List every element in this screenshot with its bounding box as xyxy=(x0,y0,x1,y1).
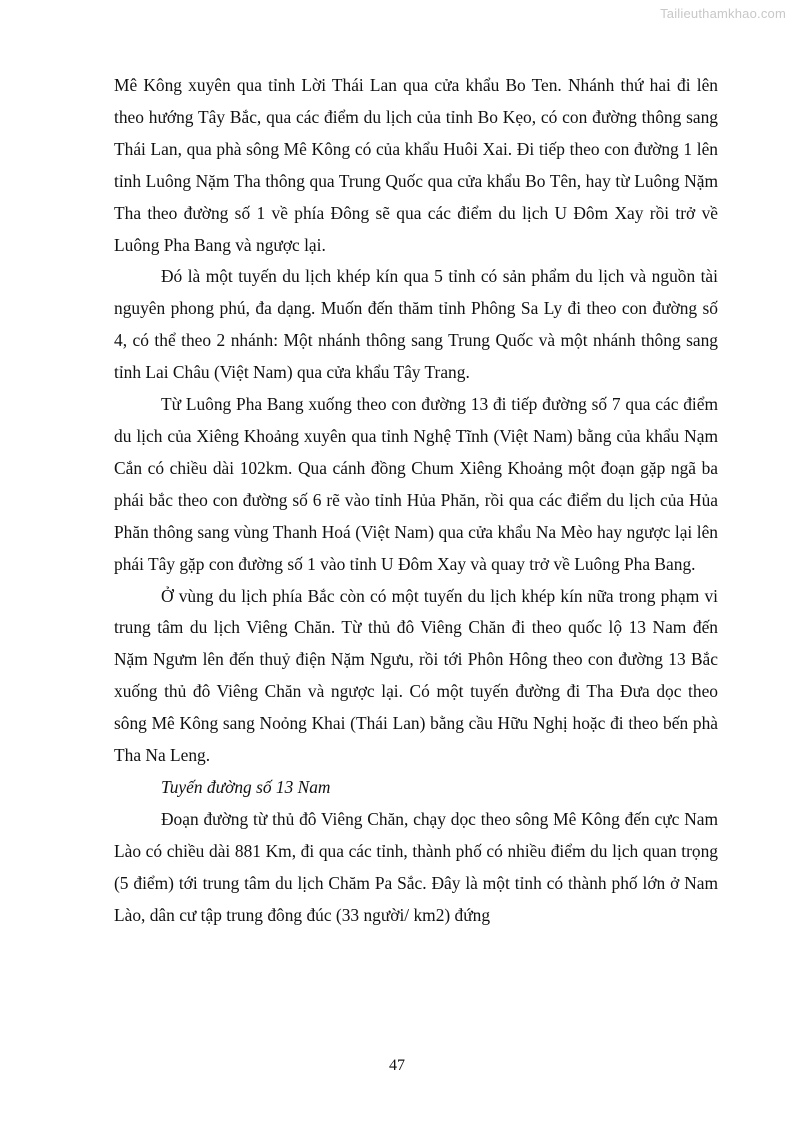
paragraph: Ở vùng du lịch phía Bắc còn có một tuyến du lịch khép kín nữa trong phạm vi trung tâm du lịch Viêng Chăn. Từ thủ đô Viêng Chăn đi theo quốc lộ 13 Nam đến Nặm Ngưm lên đến thuỷ điện Nặm Ngưu, rồi tới Phôn Hông theo con đường 13 Bắc xuống thủ đô Viêng Chăn và ngược lại. Có một tuyến đường đi Tha Đưa dọc theo sông Mê Kông sang Noỏng Khai (Thái Lan) bằng cầu Hữu Nghị hoặc đi theo bến phà Tha Na Leng. xyxy=(114,585,718,766)
paragraph: Đó là một tuyến du lịch khép kín qua 5 tỉnh có sản phẩm du lịch và nguồn tài nguyên phong phú, đa dạng. Muốn đến thăm tỉnh Phông Sa Ly đi theo con đường số 4, có thể theo 2 nhánh: Một nhánh thông sang Trung Quốc và một nhánh thông sang tỉnh Lai Châu (Việt Nam) qua cửa khẩu Tây Trang. xyxy=(114,266,718,383)
paragraph-continued: Mê Kông xuyên qua tỉnh Lời Thái Lan qua cửa khẩu Bo Ten. Nhánh thứ hai đi lên theo hướng Tây Bắc, qua các điểm du lịch của tỉnh Bo Kẹo, có con đường thông sang Thái Lan, qua phà sông Mê Kông có của khẩu Huôi Xai. Đi tiếp theo con đường 1 lên tỉnh Luông Nặm Tha thông qua Trung Quốc qua cửa khẩu Bo Tên, hay từ Luông Nặm Tha theo đường số 1 về phía Đông sẽ qua các điểm du lịch U Đôm Xay rồi trở về Luông Pha Bang và ngược lại. xyxy=(114,75,718,255)
section-subheading: Tuyến đường số 13 Nam xyxy=(161,776,331,797)
paragraph: Đoạn đường từ thủ đô Viêng Chăn, chạy dọc theo sông Mê Kông đến cực Nam Lào có chiều dài 881 Km, đi qua các tỉnh, thành phố có nhiều điểm du lịch quan trọng (5 điểm) tới trung tâm du lịch Chăm Pa Sắc. Đây là một tỉnh có thành phố lớn ở Nam Lào, dân cư tập trung đông đúc (33 người/ km2) đứng xyxy=(114,808,718,925)
page-number: 47 xyxy=(389,1057,405,1074)
page-content xyxy=(114,70,718,931)
paragraph: Từ Luông Pha Bang xuống theo con đường 13 đi tiếp đường số 7 qua các điểm du lịch của Xiêng Khoảng xuyên qua tỉnh Nghệ Tĩnh (Việt Nam) bằng của khẩu Nạm Cắn có chiều dài 102km. Qua cánh đồng Chum Xiêng Khoảng một đoạn gặp ngã ba phái bắc theo con đường số 6 rẽ vào tỉnh Hủa Phăn, rồi qua các điểm du lịch của Hủa Phăn thông sang vùng Thanh Hoá (Việt Nam) qua cửa khẩu Na Mèo hay ngược lại lên phái Tây gặp con đường số 1 vào tỉnh U Đôm Xay và quay trở về Luông Pha Bang. xyxy=(114,394,718,574)
watermark-text: Tailieuthamkhao.com xyxy=(660,6,786,21)
